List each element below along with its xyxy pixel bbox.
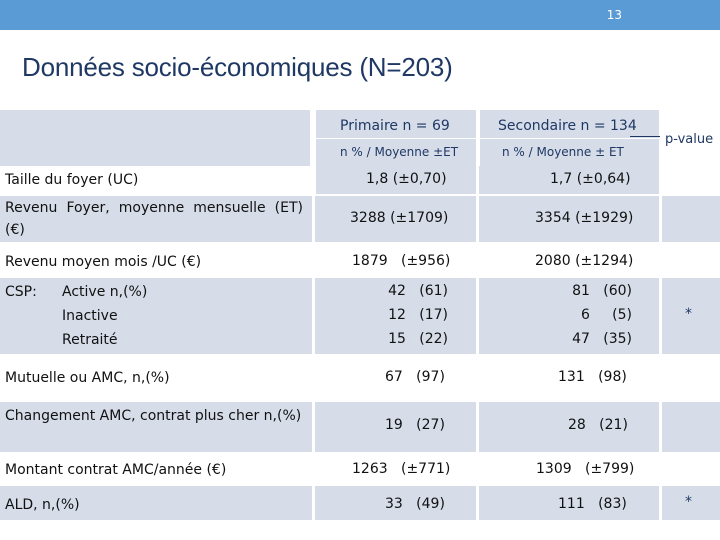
cell-revenu-moyen-primaire: 1879 (±956) [352, 253, 451, 269]
page-number: 13 [606, 8, 622, 22]
cell-montant-primaire: 1263 (±771) [352, 461, 451, 477]
cell-revenu-moyen-secondaire: 2080 (±1294) [535, 253, 634, 269]
cell-csp-retraite-primaire: 15 (22) [388, 331, 448, 347]
header-divider [316, 138, 660, 139]
header-primaire: Primaire n = 69 [340, 118, 450, 134]
row-label-montant: Montant contrat AMC/année (€) [5, 462, 227, 478]
header-pvalue: p-value [665, 132, 714, 147]
csp-sub-retraite: Retraité [62, 332, 118, 348]
pvalue-ald: * [685, 494, 692, 510]
row-label-taille: Taille du foyer (UC) [5, 172, 139, 188]
cell-changement-secondaire: 28 (21) [568, 417, 628, 433]
pvalue-underline [630, 136, 660, 137]
pvalue-csp: * [685, 306, 692, 322]
row-label-ald: ALD, n,(%) [5, 497, 80, 513]
cell-csp-inactive-secondaire: 6 (5) [581, 307, 632, 323]
col-separator-2 [476, 110, 479, 520]
row-label-changement: Changement AMC, contrat plus cher n,(%) [5, 408, 302, 424]
subheader-secondaire: n % / Moyenne ± ET [502, 145, 624, 159]
cell-taille-secondaire: 1,7 (±0,64) [550, 171, 631, 187]
top-bar [0, 0, 720, 30]
row-label-revenu-foyer: Revenu Foyer, moyenne mensuelle (ET)(€) [5, 200, 303, 238]
csp-sub-active: Active n,(%) [62, 284, 148, 300]
cell-csp-inactive-primaire: 12 (17) [388, 307, 448, 323]
subheader-primaire: n % / Moyenne ±ET [340, 145, 459, 159]
cell-csp-active-secondaire: 81 (60) [572, 283, 632, 299]
col-separator-1 [312, 110, 315, 520]
cell-mutuelle-secondaire: 131 (98) [558, 369, 627, 385]
col-separator-3 [659, 110, 662, 520]
slide-title: Données socio-économiques (N=203) [22, 52, 453, 82]
csp-sub-inactive: Inactive [62, 308, 118, 324]
cell-csp-active-primaire: 42 (61) [388, 283, 448, 299]
cell-ald-primaire: 33 (49) [385, 496, 445, 512]
row-label-mutuelle: Mutuelle ou AMC, n,(%) [5, 370, 170, 386]
header-secondaire: Secondaire n = 134 [498, 118, 637, 134]
cell-csp-retraite-secondaire: 47 (35) [572, 331, 632, 347]
cell-changement-primaire: 19 (27) [385, 417, 445, 433]
cell-revenu-foyer-secondaire: 3354 (±1929) [535, 210, 634, 226]
row-label-revenu-moyen: Revenu moyen mois /UC (€) [5, 254, 202, 270]
table-header-band [0, 110, 310, 166]
cell-mutuelle-primaire: 67 (97) [385, 369, 445, 385]
cell-montant-secondaire: 1309 (±799) [536, 461, 635, 477]
cell-revenu-foyer-primaire: 3288 (±1709) [350, 210, 449, 226]
row-label-csp: CSP: [5, 284, 37, 300]
cell-ald-secondaire: 111 (83) [558, 496, 627, 512]
cell-taille-primaire: 1,8 (±0,70) [366, 171, 447, 187]
